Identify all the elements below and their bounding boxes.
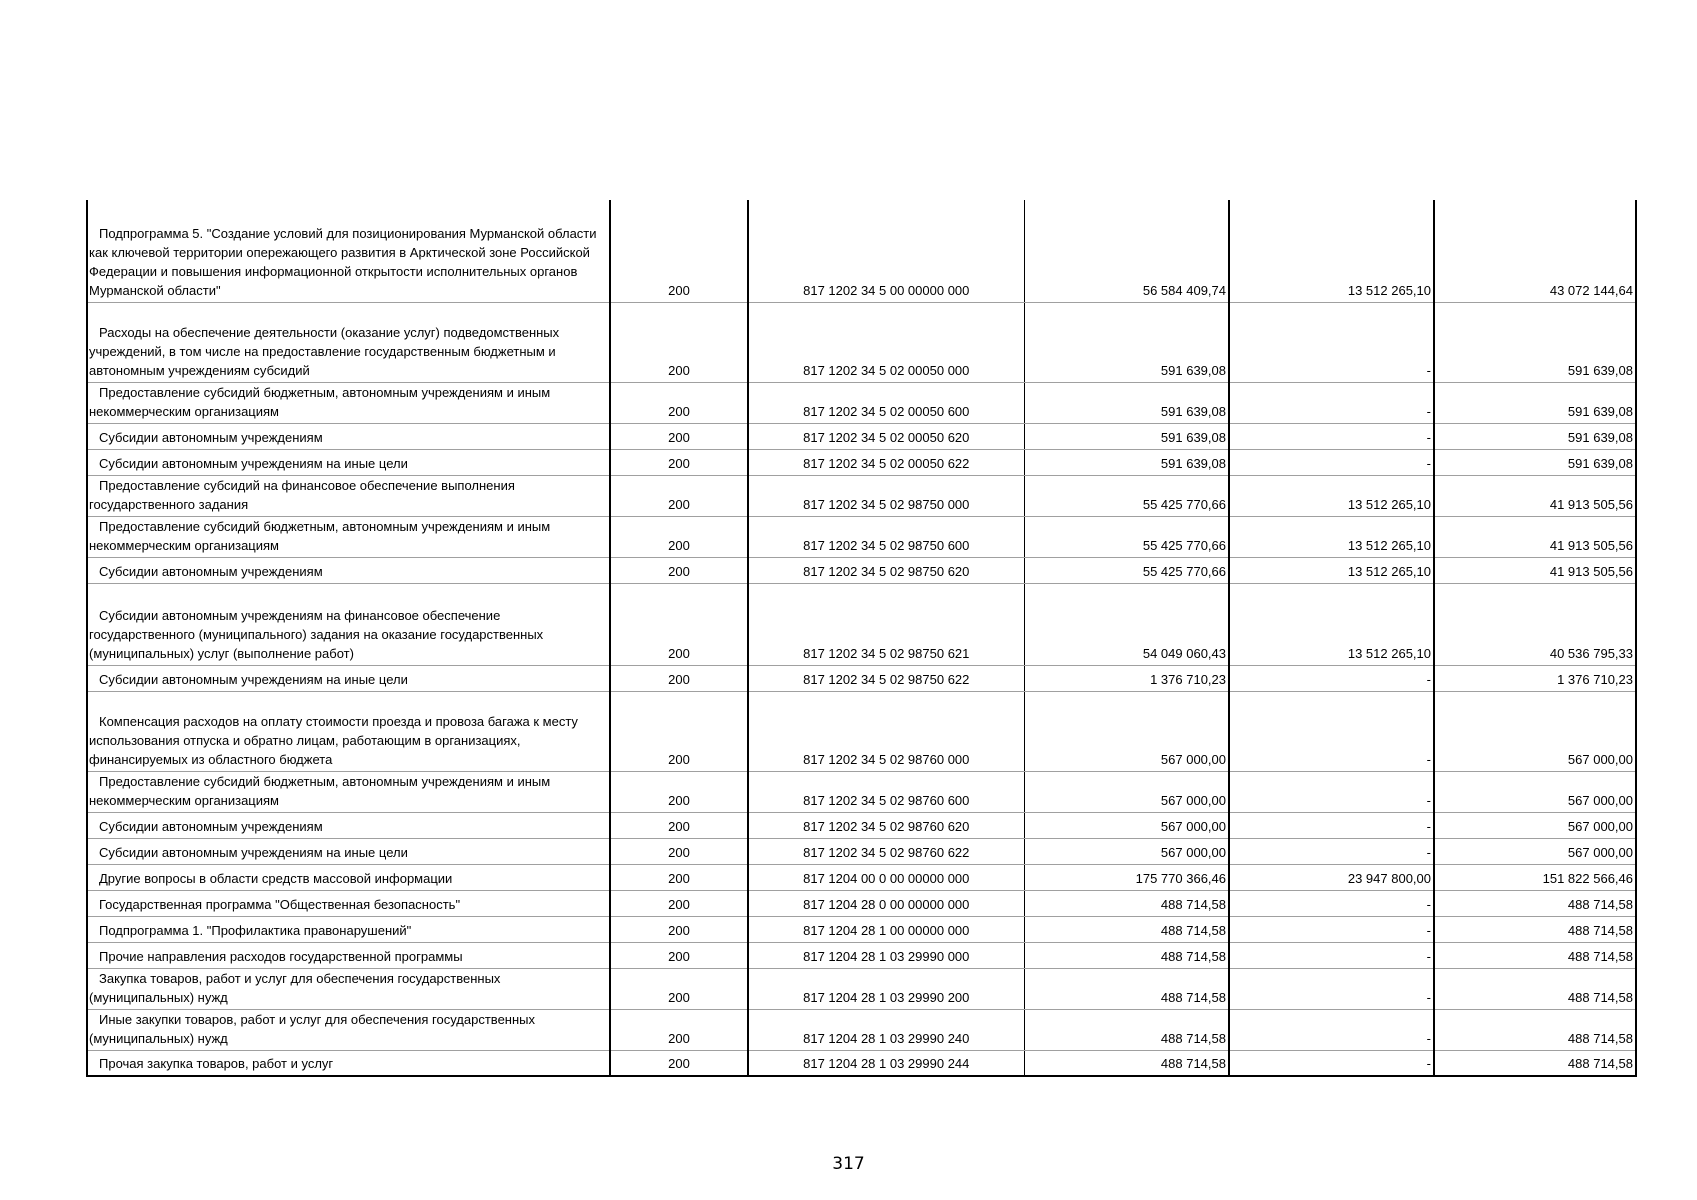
row-indicator-cell: 200 xyxy=(610,838,748,864)
row-unexecuted-amount-cell: 488 714,58 xyxy=(1434,942,1636,968)
row-budget-code-cell: 817 1202 34 5 00 00000 000 xyxy=(748,200,1024,302)
row-unexecuted-amount-cell: 591 639,08 xyxy=(1434,423,1636,449)
table-row xyxy=(87,665,1636,691)
row-executed-amount-cell: - xyxy=(1229,890,1434,916)
row-unexecuted-amount-cell: 567 000,00 xyxy=(1434,838,1636,864)
table-row xyxy=(87,942,1636,968)
row-executed-amount-cell: - xyxy=(1229,942,1434,968)
row-budget-code-cell: 817 1204 28 0 00 00000 000 xyxy=(748,890,1024,916)
row-budget-code-cell: 817 1202 34 5 02 98750 600 xyxy=(748,516,1024,557)
table-row xyxy=(87,200,1636,302)
row-name-cell xyxy=(87,812,610,838)
row-name-text: Предоставление субсидий бюджетным, автономным учреждениям и иным некоммерческим организациям xyxy=(89,518,551,553)
table-row xyxy=(87,583,1636,665)
row-budget-code-cell: 817 1202 34 5 02 00050 600 xyxy=(748,382,1024,423)
table-body xyxy=(87,200,1636,1076)
row-indicator-cell: 200 xyxy=(610,691,748,771)
row-approved-amount-cell: 567 000,00 xyxy=(1024,691,1229,771)
row-indicator-cell: 200 xyxy=(610,1050,748,1076)
row-indicator-cell: 200 xyxy=(610,665,748,691)
row-budget-code-cell: 817 1202 34 5 02 98760 000 xyxy=(748,691,1024,771)
row-budget-code-cell: 817 1202 34 5 02 98760 622 xyxy=(748,838,1024,864)
row-indicator-cell: 200 xyxy=(610,771,748,812)
row-name-cell xyxy=(87,1050,610,1076)
page-number: 317 xyxy=(832,1154,865,1174)
row-executed-amount-cell: 13 512 265,10 xyxy=(1229,200,1434,302)
row-name-cell xyxy=(87,916,610,942)
row-indicator-cell: 200 xyxy=(610,812,748,838)
row-name-cell xyxy=(87,864,610,890)
row-name-cell xyxy=(87,475,610,516)
table-row xyxy=(87,890,1636,916)
row-indicator-cell: 200 xyxy=(610,583,748,665)
row-name-text: Предоставление субсидий бюджетным, автономным учреждениям и иным некоммерческим организациям xyxy=(89,384,551,419)
row-indicator-cell: 200 xyxy=(610,302,748,382)
row-approved-amount-cell: 55 425 770,66 xyxy=(1024,475,1229,516)
row-unexecuted-amount-cell: 567 000,00 xyxy=(1434,691,1636,771)
row-name-text: Подпрограмма 5. "Создание условий для позиционирования Мурманской области как ключевой территории опережающего развития в Арктической зоне Российской Федерации и повышения информационной открытости исполнительных органов Мурманской области" xyxy=(89,225,597,298)
row-executed-amount-cell: - xyxy=(1229,916,1434,942)
row-executed-amount-cell: 13 512 265,10 xyxy=(1229,557,1434,583)
table-row xyxy=(87,557,1636,583)
row-name-cell xyxy=(87,665,610,691)
row-approved-amount-cell: 56 584 409,74 xyxy=(1024,200,1229,302)
row-approved-amount-cell: 591 639,08 xyxy=(1024,302,1229,382)
row-name-text: Прочие направления расходов государственной программы xyxy=(99,948,463,964)
row-approved-amount-cell: 1 376 710,23 xyxy=(1024,665,1229,691)
row-name-text: Субсидии автономным учреждениям на иные цели xyxy=(99,455,408,471)
row-indicator-cell: 200 xyxy=(610,1009,748,1050)
row-name-cell xyxy=(87,691,610,771)
row-budget-code-cell: 817 1202 34 5 02 98760 620 xyxy=(748,812,1024,838)
row-executed-amount-cell: - xyxy=(1229,968,1434,1009)
row-name-text: Субсидии автономным учреждениям xyxy=(99,563,323,579)
row-name-cell xyxy=(87,942,610,968)
row-executed-amount-cell: - xyxy=(1229,302,1434,382)
row-approved-amount-cell: 488 714,58 xyxy=(1024,916,1229,942)
budget-execution-table xyxy=(86,200,1637,1077)
row-name-cell xyxy=(87,516,610,557)
row-approved-amount-cell: 55 425 770,66 xyxy=(1024,516,1229,557)
row-executed-amount-cell: - xyxy=(1229,423,1434,449)
row-approved-amount-cell: 488 714,58 xyxy=(1024,942,1229,968)
row-executed-amount-cell: - xyxy=(1229,838,1434,864)
row-indicator-cell: 200 xyxy=(610,890,748,916)
row-indicator-cell: 200 xyxy=(610,200,748,302)
row-indicator-cell: 200 xyxy=(610,475,748,516)
row-name-cell xyxy=(87,200,610,302)
row-name-cell xyxy=(87,302,610,382)
row-name-text: Иные закупки товаров, работ и услуг для обеспечения государственных (муниципальных) нужд xyxy=(89,1011,535,1046)
row-approved-amount-cell: 567 000,00 xyxy=(1024,812,1229,838)
row-indicator-cell: 200 xyxy=(610,516,748,557)
row-name-text: Предоставление субсидий на финансовое обеспечение выполнения государственного задания xyxy=(89,477,515,512)
table-row xyxy=(87,916,1636,942)
row-budget-code-cell: 817 1202 34 5 02 98750 621 xyxy=(748,583,1024,665)
row-approved-amount-cell: 488 714,58 xyxy=(1024,1050,1229,1076)
row-unexecuted-amount-cell: 1 376 710,23 xyxy=(1434,665,1636,691)
row-budget-code-cell: 817 1202 34 5 02 00050 620 xyxy=(748,423,1024,449)
row-unexecuted-amount-cell: 567 000,00 xyxy=(1434,812,1636,838)
row-approved-amount-cell: 55 425 770,66 xyxy=(1024,557,1229,583)
table-row xyxy=(87,302,1636,382)
row-unexecuted-amount-cell: 591 639,08 xyxy=(1434,449,1636,475)
row-name-cell xyxy=(87,1009,610,1050)
row-unexecuted-amount-cell: 40 536 795,33 xyxy=(1434,583,1636,665)
table-row xyxy=(87,1050,1636,1076)
row-executed-amount-cell: - xyxy=(1229,1050,1434,1076)
table-row xyxy=(87,1009,1636,1050)
row-approved-amount-cell: 488 714,58 xyxy=(1024,968,1229,1009)
row-executed-amount-cell: - xyxy=(1229,382,1434,423)
row-budget-code-cell: 817 1204 28 1 03 29990 244 xyxy=(748,1050,1024,1076)
row-unexecuted-amount-cell: 41 913 505,56 xyxy=(1434,475,1636,516)
row-name-text: Подпрограмма 1. "Профилактика правонарушений" xyxy=(99,922,412,938)
row-approved-amount-cell: 591 639,08 xyxy=(1024,423,1229,449)
row-unexecuted-amount-cell: 488 714,58 xyxy=(1434,916,1636,942)
row-budget-code-cell: 817 1202 34 5 02 00050 622 xyxy=(748,449,1024,475)
row-indicator-cell: 200 xyxy=(610,942,748,968)
table-row xyxy=(87,691,1636,771)
row-budget-code-cell: 817 1202 34 5 02 98750 620 xyxy=(748,557,1024,583)
table-row xyxy=(87,838,1636,864)
row-budget-code-cell: 817 1204 28 1 03 29990 200 xyxy=(748,968,1024,1009)
row-unexecuted-amount-cell: 151 822 566,46 xyxy=(1434,864,1636,890)
row-executed-amount-cell: - xyxy=(1229,665,1434,691)
row-budget-code-cell: 817 1202 34 5 02 98760 600 xyxy=(748,771,1024,812)
row-approved-amount-cell: 591 639,08 xyxy=(1024,382,1229,423)
row-name-text: Компенсация расходов на оплату стоимости проезда и провоза багажа к месту использования отпуска и обратно лицам, работающим в организациях, финансируемых из областного бюджета xyxy=(89,713,578,767)
row-name-cell xyxy=(87,890,610,916)
row-indicator-cell: 200 xyxy=(610,968,748,1009)
row-executed-amount-cell: - xyxy=(1229,691,1434,771)
table-row xyxy=(87,812,1636,838)
table-row xyxy=(87,771,1636,812)
row-approved-amount-cell: 567 000,00 xyxy=(1024,771,1229,812)
row-executed-amount-cell: - xyxy=(1229,771,1434,812)
row-indicator-cell: 200 xyxy=(610,423,748,449)
row-executed-amount-cell: 13 512 265,10 xyxy=(1229,516,1434,557)
row-executed-amount-cell: - xyxy=(1229,449,1434,475)
row-name-cell xyxy=(87,771,610,812)
row-name-text: Субсидии автономным учреждениям xyxy=(99,818,323,834)
row-indicator-cell: 200 xyxy=(610,382,748,423)
row-executed-amount-cell: 23 947 800,00 xyxy=(1229,864,1434,890)
row-executed-amount-cell: - xyxy=(1229,812,1434,838)
row-budget-code-cell: 817 1202 34 5 02 98750 622 xyxy=(748,665,1024,691)
row-unexecuted-amount-cell: 591 639,08 xyxy=(1434,302,1636,382)
row-name-cell xyxy=(87,449,610,475)
row-name-text: Субсидии автономным учреждениям на иные цели xyxy=(99,671,408,687)
row-unexecuted-amount-cell: 43 072 144,64 xyxy=(1434,200,1636,302)
row-name-cell xyxy=(87,838,610,864)
table-row xyxy=(87,449,1636,475)
row-name-cell xyxy=(87,583,610,665)
row-name-text: Предоставление субсидий бюджетным, автономным учреждениям и иным некоммерческим организациям xyxy=(89,773,551,808)
row-name-cell xyxy=(87,382,610,423)
table-row xyxy=(87,968,1636,1009)
row-approved-amount-cell: 175 770 366,46 xyxy=(1024,864,1229,890)
row-approved-amount-cell: 488 714,58 xyxy=(1024,1009,1229,1050)
table-row xyxy=(87,423,1636,449)
row-budget-code-cell: 817 1202 34 5 02 98750 000 xyxy=(748,475,1024,516)
row-name-text: Субсидии автономным учреждениям на финансовое обеспечение государственного (муниципального) задания на оказание государственных (муниципальных) услуг (выполнение работ) xyxy=(89,607,544,661)
row-name-cell xyxy=(87,557,610,583)
row-name-text: Закупка товаров, работ и услуг для обеспечения государственных (муниципальных) нужд xyxy=(89,970,501,1005)
row-approved-amount-cell: 567 000,00 xyxy=(1024,838,1229,864)
row-unexecuted-amount-cell: 488 714,58 xyxy=(1434,890,1636,916)
row-unexecuted-amount-cell: 488 714,58 xyxy=(1434,1009,1636,1050)
row-approved-amount-cell: 54 049 060,43 xyxy=(1024,583,1229,665)
row-name-cell xyxy=(87,968,610,1009)
table-row xyxy=(87,516,1636,557)
table-row xyxy=(87,382,1636,423)
row-unexecuted-amount-cell: 41 913 505,56 xyxy=(1434,557,1636,583)
row-indicator-cell: 200 xyxy=(610,449,748,475)
row-name-text: Субсидии автономным учреждениям на иные цели xyxy=(99,844,408,860)
row-indicator-cell: 200 xyxy=(610,557,748,583)
row-name-text: Другие вопросы в области средств массовой информации xyxy=(99,870,453,886)
row-name-text: Государственная программа "Общественная безопасность" xyxy=(99,896,461,912)
row-budget-code-cell: 817 1204 28 1 03 29990 240 xyxy=(748,1009,1024,1050)
row-unexecuted-amount-cell: 567 000,00 xyxy=(1434,771,1636,812)
row-executed-amount-cell: 13 512 265,10 xyxy=(1229,475,1434,516)
row-approved-amount-cell: 591 639,08 xyxy=(1024,449,1229,475)
row-unexecuted-amount-cell: 591 639,08 xyxy=(1434,382,1636,423)
row-name-text: Субсидии автономным учреждениям xyxy=(99,429,323,445)
row-indicator-cell: 200 xyxy=(610,916,748,942)
row-executed-amount-cell: 13 512 265,10 xyxy=(1229,583,1434,665)
row-name-cell xyxy=(87,423,610,449)
row-budget-code-cell: 817 1204 28 1 00 00000 000 xyxy=(748,916,1024,942)
row-unexecuted-amount-cell: 41 913 505,56 xyxy=(1434,516,1636,557)
table-row xyxy=(87,864,1636,890)
row-indicator-cell: 200 xyxy=(610,864,748,890)
row-executed-amount-cell: - xyxy=(1229,1009,1434,1050)
row-name-text: Расходы на обеспечение деятельности (оказание услуг) подведомственных учреждений, в том числе на предоставление государственным бюджетным и автономным учреждениям субсидий xyxy=(89,324,560,378)
row-unexecuted-amount-cell: 488 714,58 xyxy=(1434,1050,1636,1076)
row-budget-code-cell: 817 1204 28 1 03 29990 000 xyxy=(748,942,1024,968)
row-budget-code-cell: 817 1202 34 5 02 00050 000 xyxy=(748,302,1024,382)
row-approved-amount-cell: 488 714,58 xyxy=(1024,890,1229,916)
row-unexecuted-amount-cell: 488 714,58 xyxy=(1434,968,1636,1009)
row-name-text: Прочая закупка товаров, работ и услуг xyxy=(99,1056,334,1071)
table-row xyxy=(87,475,1636,516)
row-budget-code-cell: 817 1204 00 0 00 00000 000 xyxy=(748,864,1024,890)
